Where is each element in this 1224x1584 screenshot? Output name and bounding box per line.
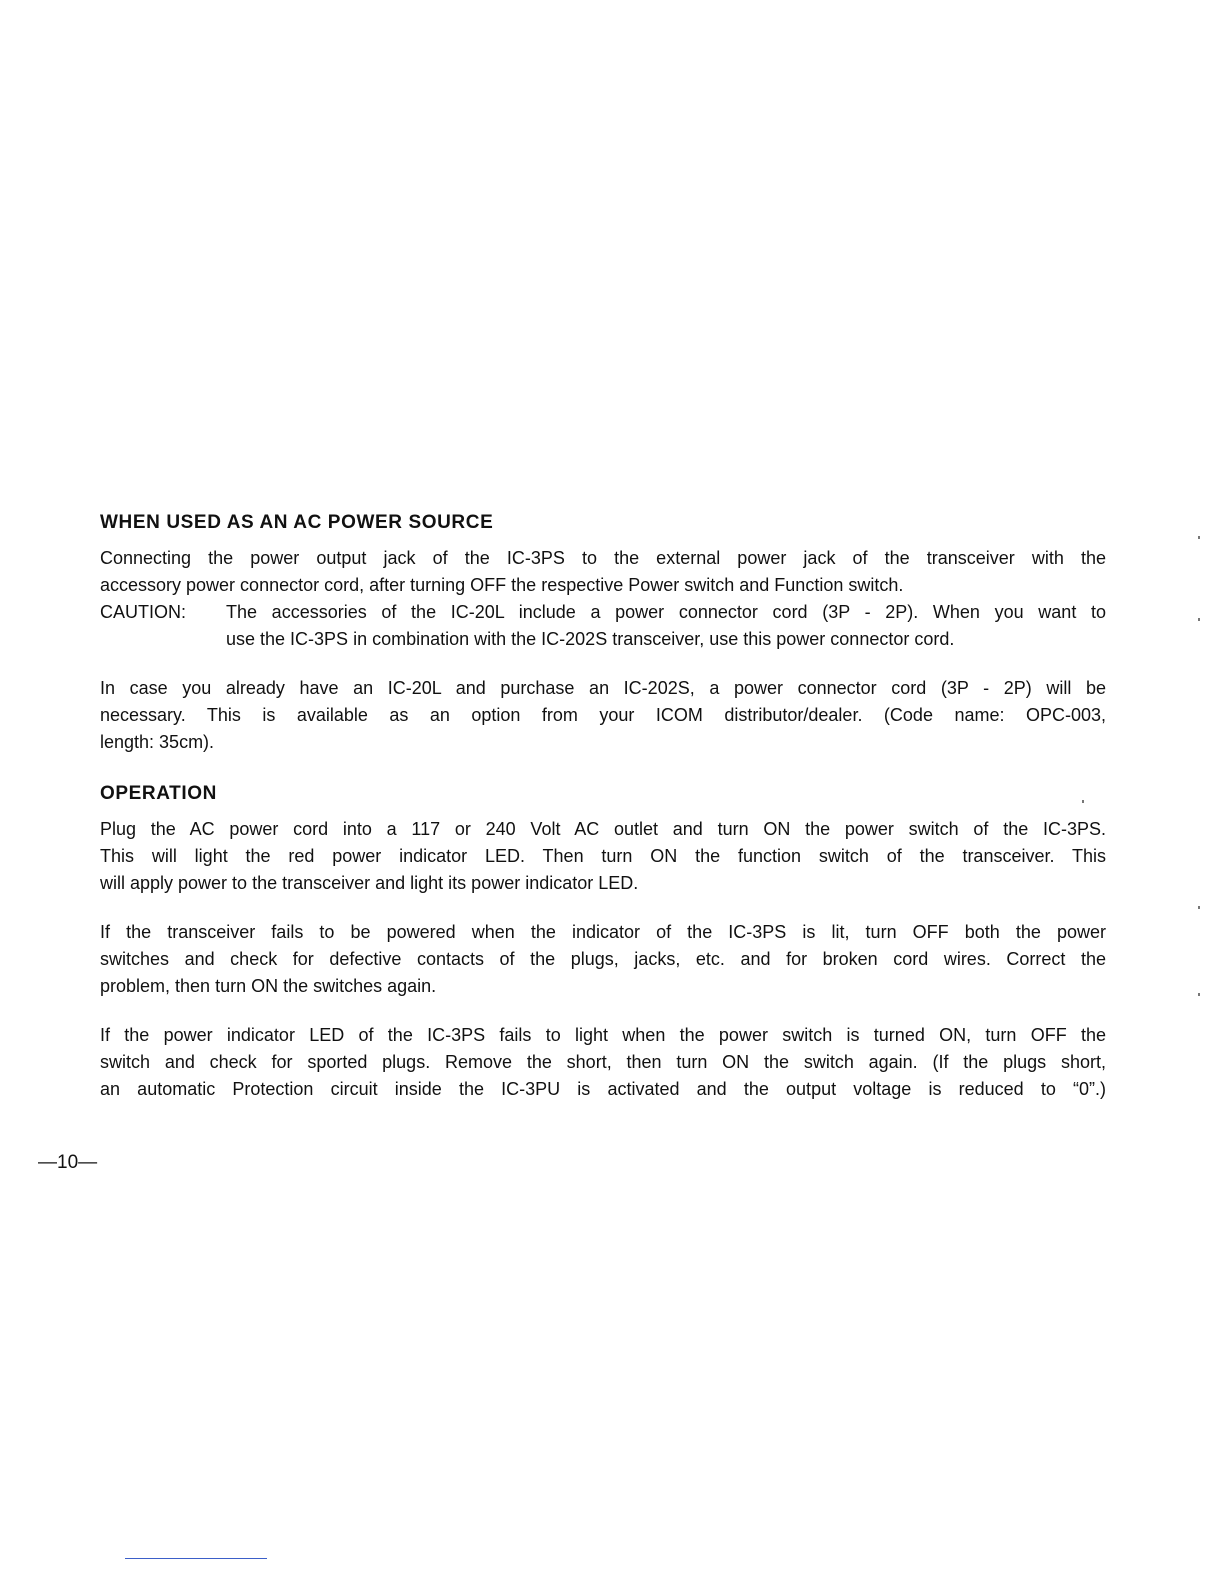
caution-note [100,599,1106,653]
paragraph-ic20l-purchase [100,675,1106,756]
text-line: problem, then turn ON the switches again. [100,976,437,996]
caution-body [226,599,1106,653]
caution-label: CAUTION: [100,602,187,622]
page-number: —10— [38,1152,98,1173]
page-content [100,509,1106,1103]
text-line: accessory power connector cord, after turning OFF the respective Power switch and Function switch. [100,575,904,595]
text-line: In case you already have an IC-20L and purchase an IC-202S, a power connector cord (3P - 2P) will be [100,678,1106,698]
scan-speck [1198,618,1200,621]
text-line: necessary. This is available as an option from your ICOM distributor/dealer. (Code name: OPC-003, [100,705,1106,725]
text-line: length: 35cm). [100,732,215,752]
text-line: will apply power to the transceiver and light its power indicator LED. [100,873,639,893]
text-line: The accessories of the IC-20L include a power connector cord (3P - 2P). When you want to [226,602,1106,622]
paragraph-transceiver-fails [100,919,1106,1000]
paragraph-led-fails [100,1022,1106,1103]
section-heading-ac-power-source: WHEN USED AS AN AC POWER SOURCE [100,512,494,533]
scan-speck [1198,993,1200,996]
scan-speck [1198,906,1200,909]
text-line: Plug the AC power cord into a 117 or 240 Volt AC outlet and turn ON the power switch of the IC-3PS. [100,819,1106,839]
scan-speck [1198,536,1200,539]
text-line: switch and check for sported plugs. Remove the short, then turn ON the switch again. (If the plugs short, [100,1052,1106,1072]
text-line: This will light the red power indicator LED. Then turn ON the function switch of the transceiver. This [100,846,1106,866]
section-heading-operation: OPERATION [100,783,217,804]
text-line: use the IC-3PS in combination with the IC-202S transceiver, use this power connector cord. [226,629,955,649]
text-line: If the transceiver fails to be powered when the indicator of the IC-3PS is lit, turn OFF both the power [100,922,1106,942]
text-line: Connecting the power output jack of the IC-3PS to the external power jack of the transceiver with the [100,548,1106,568]
paragraph-plug-ac-cord [100,816,1106,897]
scan-speck [1082,800,1084,803]
text-line: an automatic Protection circuit inside the IC-3PU is activated and the output voltage is reduced to “0”.) [100,1079,1106,1099]
paragraph-connecting [100,545,1106,599]
bottom-rule [125,1558,267,1559]
text-line: switches and check for defective contacts of the plugs, jacks, etc. and for broken cord wires. Correct the [100,949,1106,969]
text-line: If the power indicator LED of the IC-3PS fails to light when the power switch is turned ON, turn OFF the [100,1025,1106,1045]
